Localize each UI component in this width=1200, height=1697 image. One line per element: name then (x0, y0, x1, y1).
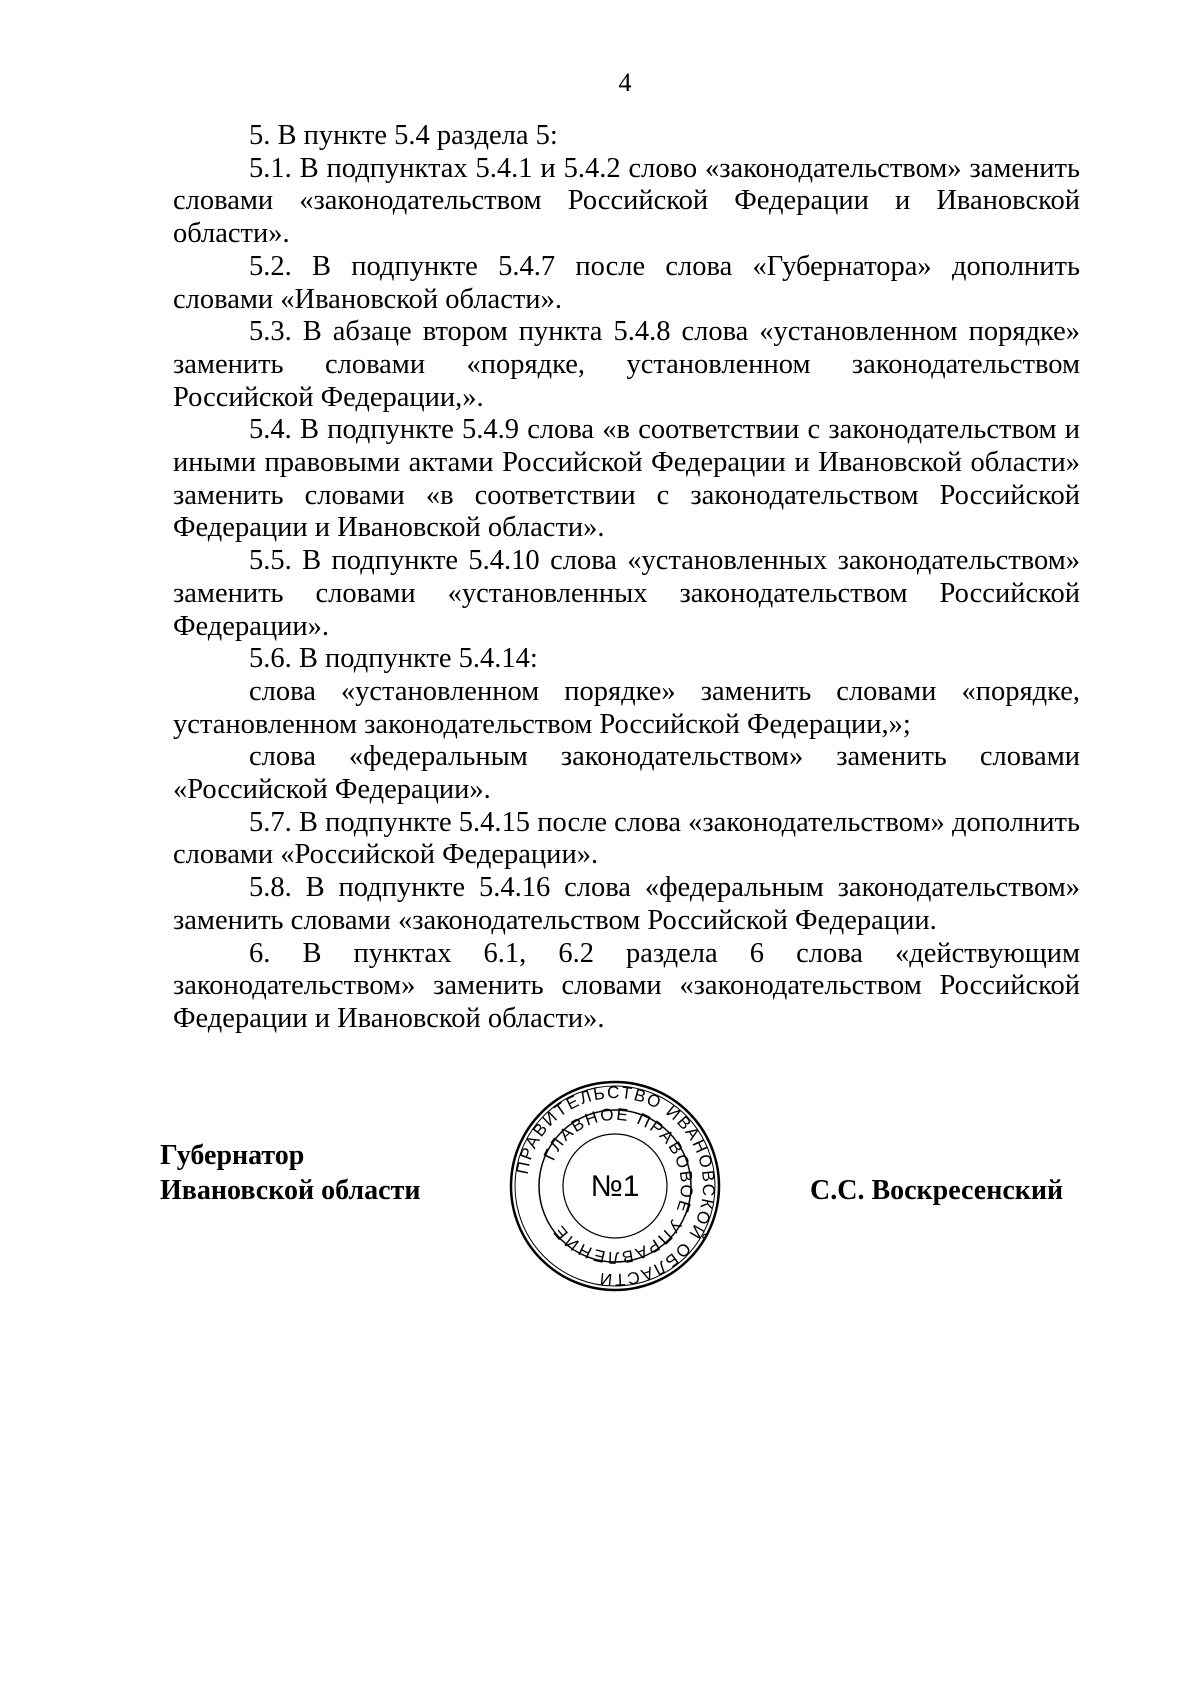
page-number: 4 (618, 68, 632, 97)
signatory-name: С.С. Воскресенский (810, 1175, 1064, 1206)
stamp-outer-textpath: ПРАВИТЕЛЬСТВО ИВАНОВСКОЙ ОБЛАСТИ (512, 1082, 719, 1290)
stamp-graphic (505, 1076, 725, 1296)
signatory-title-line: Ивановской области (160, 1175, 421, 1206)
paragraph: 5.1. В подпунктах 5.4.1 и 5.4.2 слово «законодательством» заменить словами «законодательством Российской Федерации и Ивановской области». (173, 152, 1080, 250)
paragraph: 5.4. В подпункте 5.4.9 слова «в соответствии с законодательством и иными правовыми актами Российской Федерации и Ивановской области» заменить словами «в соответствии с законодательством Российской Федерации и Ивановской области». (173, 414, 1080, 544)
document-body (173, 120, 1080, 1036)
signatory-title (160, 1138, 420, 1208)
paragraph: 6. В пунктах 6.1, 6.2 раздела 6 слова «действующим законодательством» заменить словами «законодательством Российской Федерации и Ивановской области». (173, 937, 1080, 1034)
paragraph: 5.3. В абзаце втором пункта 5.4.8 слова «установленном порядке» заменить словами «порядке, установленном законодательством Российской Федерации,». (173, 316, 1080, 413)
paragraph: 5.7. В подпункте 5.4.15 после слова «законодательством» дополнить словами «Российской Федерации». (173, 806, 1080, 871)
stamp-inner-textpath: ГЛАВНОЕ ПРАВОВОЕ УПРАВЛЕНИЕ (539, 1104, 697, 1268)
paragraph: 5.8. В подпункте 5.4.16 слова «федеральным законодательством» заменить словами «законодательством Российской Федерации. (173, 872, 1080, 936)
official-stamp (505, 1076, 725, 1296)
stamp-number: №1 (590, 1170, 640, 1203)
paragraph: слова «установленном порядке» заменить словами «порядке, установленном законодательством Российской Федерации,»; (173, 675, 1080, 740)
paragraph: слова «федеральным законодательством» заменить словами «Российской Федерации». (173, 741, 1080, 806)
paragraph: 5.6. В подпункте 5.4.14: (249, 643, 538, 675)
paragraph: 5.2. В подпункте 5.4.7 после слова «Губернатора» дополнить словами «Ивановской области». (173, 250, 1080, 315)
paragraph: 5. В пункте 5.4 раздела 5: (249, 120, 558, 151)
signatory-title-line: Губернатор (160, 1140, 305, 1171)
paragraph: 5.5. В подпункте 5.4.10 слова «установленных законодательством» заменить словами «установленных законодательством Российской Федерации». (173, 545, 1080, 642)
